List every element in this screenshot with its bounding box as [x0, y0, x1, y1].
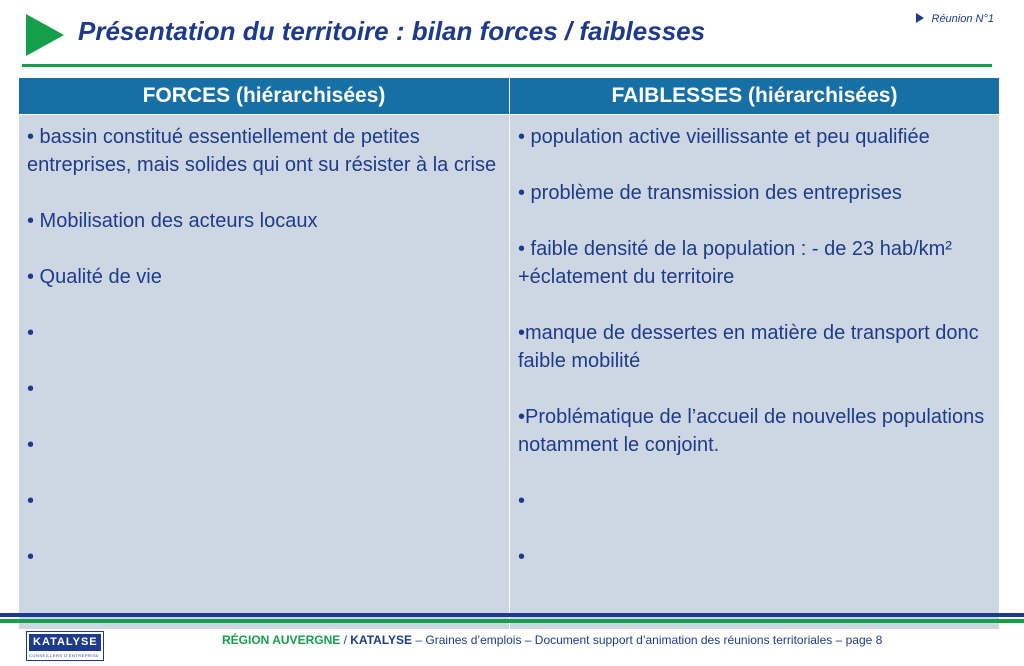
forces-item: • [27, 434, 35, 456]
weaknesses-cell [510, 115, 1000, 630]
weaknesses-item: • population active vieillissante et peu qualifiée [518, 126, 930, 148]
swot-table [18, 77, 1000, 630]
weaknesses-item: •manque de dessertes en matière de transport donc faible mobilité [518, 322, 979, 372]
table-header-row [19, 78, 1000, 115]
footer-band-navy [0, 613, 1024, 617]
forces-item: • Mobilisation des acteurs locaux [27, 210, 318, 232]
footer-region: RÉGION AUVERGNE [222, 633, 341, 647]
footer-description: – Graines d’emplois – Document support d’animation des réunions territoriales – page 8 [412, 633, 883, 647]
triangle-bullet-icon [916, 13, 924, 23]
logo-wordmark: KATALYSE [29, 634, 101, 651]
weaknesses-item: • [518, 490, 526, 512]
weaknesses-header: FAIBLESSES (hiérarchisées) [510, 78, 1000, 115]
forces-item: • [27, 490, 35, 512]
forces-item: • bassin constitué essentiellement de petites entreprises, mais solides qui ont su résister à la crise [27, 126, 497, 176]
footer-band-green [0, 619, 1024, 623]
play-arrow-icon [26, 14, 64, 56]
weaknesses-item: • problème de transmission des entreprises [518, 182, 902, 204]
meeting-label [916, 13, 995, 25]
forces-item: • [27, 378, 35, 400]
footer-separator: / [340, 633, 351, 647]
forces-item: • [27, 546, 35, 568]
forces-item: • Qualité de vie [27, 266, 162, 288]
table-body-row [19, 115, 1000, 630]
katalyse-logo [26, 631, 104, 661]
weaknesses-item: • faible densité de la population : - de 23 hab/km² +éclatement du territoire [518, 238, 952, 288]
weaknesses-item: • [518, 546, 526, 568]
forces-item: • [27, 322, 35, 344]
footer-brand: KATALYSE [350, 633, 413, 647]
page-title: Présentation du territoire : bilan forces / faiblesses [78, 16, 706, 46]
logo-tagline: CONSEILLERS D'ENTREPRISE [29, 653, 100, 658]
title-divider [22, 64, 992, 67]
forces-cell [19, 115, 510, 630]
weaknesses-item: •Problématique de l’accueil de nouvelles populations notamment le conjoint. [518, 406, 985, 456]
meeting-text: Réunion N°1 [931, 13, 994, 25]
footer-text [222, 633, 882, 647]
forces-header: FORCES (hiérarchisées) [19, 78, 510, 115]
